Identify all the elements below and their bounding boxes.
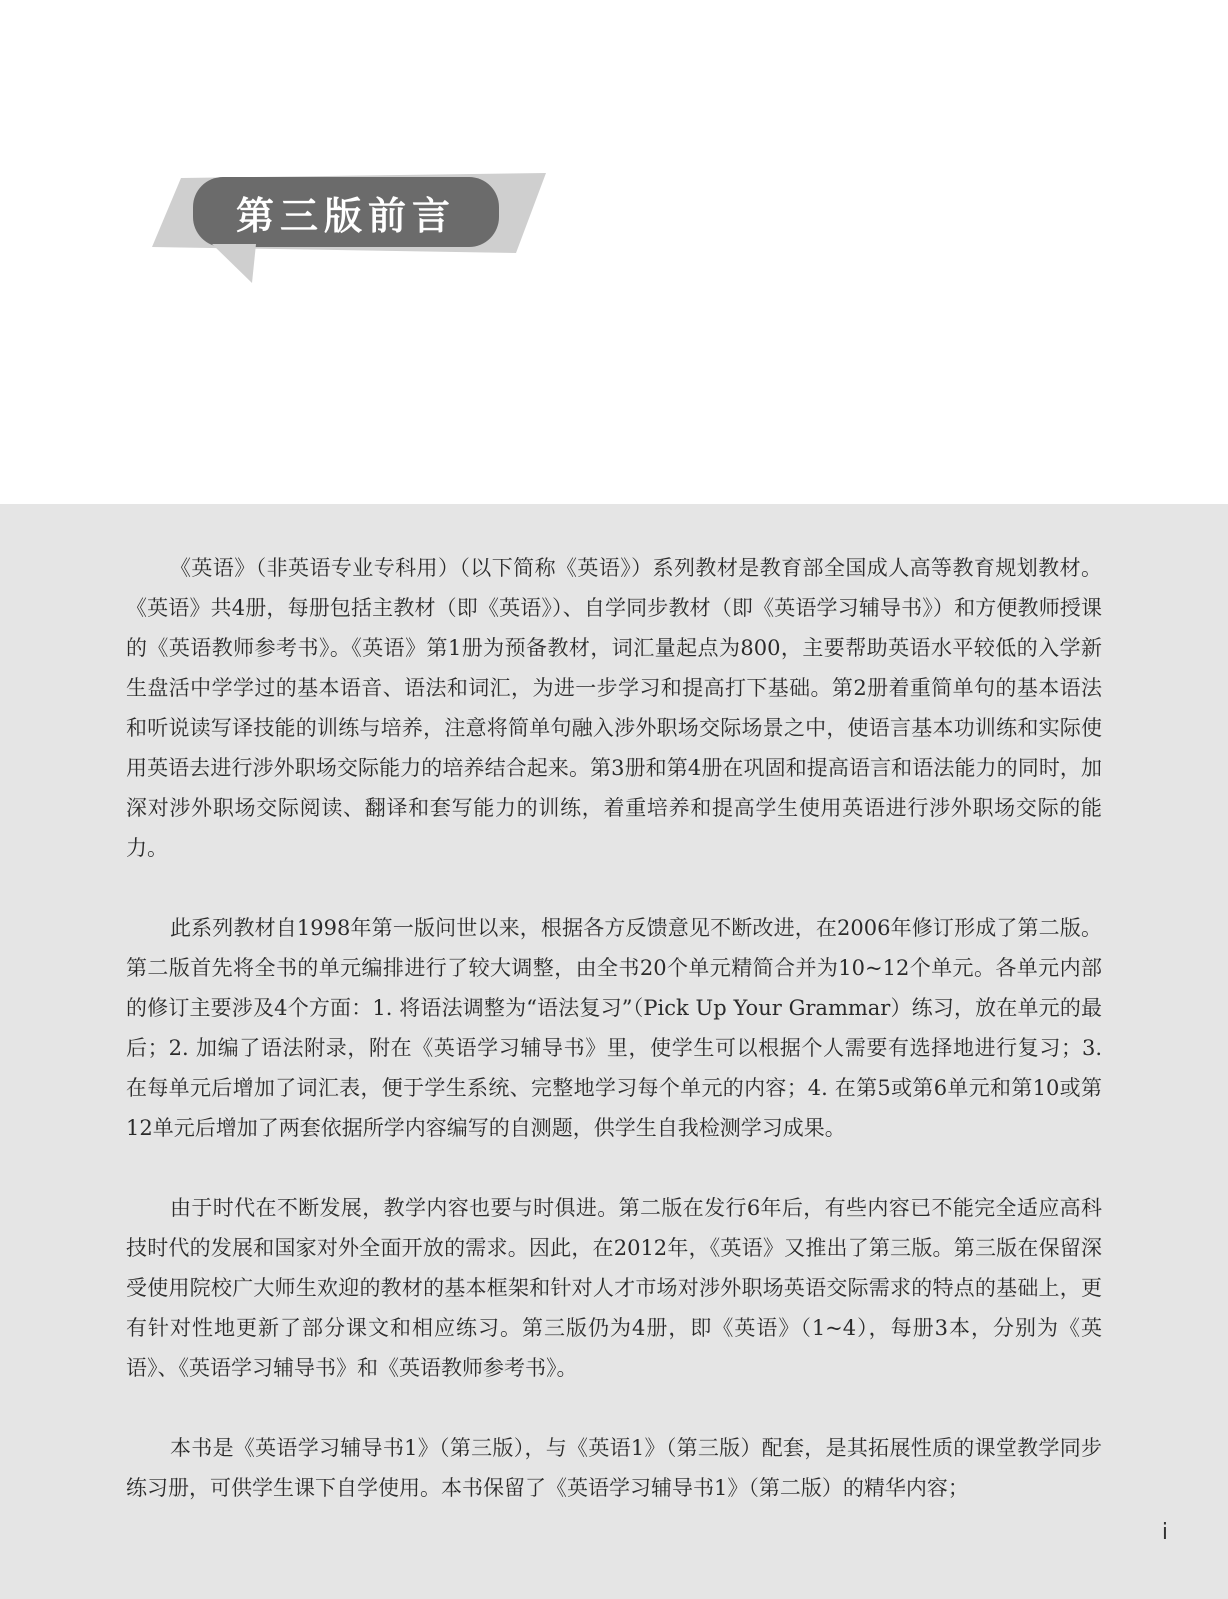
- paragraph-4: 本书是《英语学习辅导书1》（第三版），与《英语1》（第三版）配套，是其拓展性质的课堂教学同步练习册，可供学生课下自学使用。本书保留了《英语学习辅导书1》（第二版）的精华内容；: [126, 1436, 1102, 1500]
- header-area: [0, 0, 1228, 504]
- body-area: [0, 504, 1228, 1599]
- paragraph-2: 此系列教材自1998年第一版问世以来，根据各方反馈意见不断改进，在2006年修订形成了第二版。第二版首先将全书的单元编排进行了较大调整，由全书20个单元精简合并为10~12个单元。各单元内部的修订主要涉及4个方面：1. 将语法调整为“语法复习”（Pick Up Your Grammar）练习，放在单元的最后；2. 加编了语法附录，附在《英语学习辅导书》里，使学生可以根据个人需要有选择地进行复习；3. 在每单元后增加了词汇表，便于学生系统、完整地学习每个单元的内容；4. 在第5或第6单元和第10或第12单元后增加了两套依据所学内容编写的自测题，供学生自我检测学习成果。: [126, 916, 1102, 1140]
- title-banner: [0, 0, 1228, 504]
- paragraph-3: 由于时代在不断发展，教学内容也要与时俱进。第二版在发行6年后，有些内容已不能完全适应高科技时代的发展和国家对外全面开放的需求。因此，在2012年，《英语》又推出了第三版。第三版在保留深受使用院校广大师生欢迎的教材的基本框架和针对人才市场对涉外职场英语交际需求的特点的基础上，更有针对性地更新了部分课文和相应练习。第三版仍为4册，即《英语》（1~4），每册3本，分别为《英语》、《英语学习辅导书》和《英语教师参考书》。: [126, 1196, 1102, 1380]
- banner-tail: [212, 244, 256, 283]
- page-title: 第三版前言: [235, 193, 456, 238]
- paragraph-1: 《英语》（非英语专业专科用）（以下简称《英语》）系列教材是教育部全国成人高等教育规划教材。《英语》共4册，每册包括主教材（即《英语》）、自学同步教材（即《英语学习辅导书》）和方便教师授课的《英语教师参考书》。《英语》第1册为预备教材，词汇量起点为800，主要帮助英语水平较低的入学新生盘活中学学过的基本语音、语法和词汇，为进一步学习和提高打下基础。第2册着重简单句的基本语法和听说读写译技能的训练与培养，注意将简单句融入涉外职场交际场景之中，使语言基本功训练和实际使用英语去进行涉外职场交际能力的培养结合起来。第3册和第4册在巩固和提高语言和语法能力的同时，加深对涉外职场交际阅读、翻译和套写能力的训练，着重培养和提高学生使用英语进行涉外职场交际的能力。: [126, 556, 1102, 860]
- page-number: i: [1161, 1520, 1168, 1545]
- preface-content: [126, 548, 1102, 1508]
